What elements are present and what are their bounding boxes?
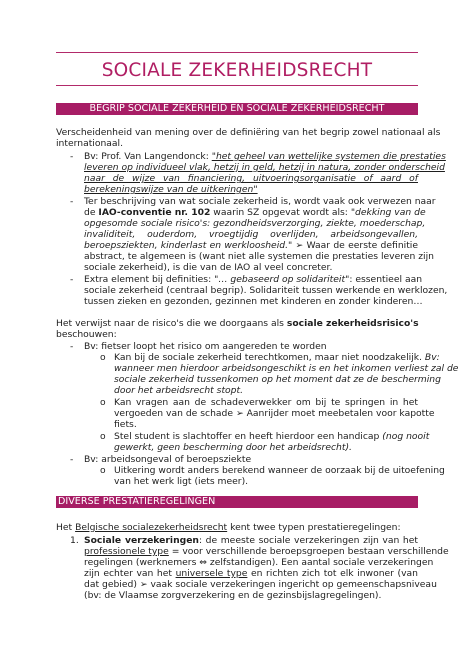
- sub-point-italic-line: door het arbeidsrecht stopt.: [114, 385, 244, 396]
- sub-point-line: Kan bij de sociale zekerheid terechtkomen, maar niet noodzakelijk. Bv:: [114, 352, 440, 363]
- definition-quote-line: naar de wijze van financiering, uitvoeringsorganisatie of aard of: [84, 173, 418, 184]
- description-line: Ter beschrijving van wat sociale zekerheid is, wordt vaak ook verwezen naar: [84, 196, 436, 207]
- regeling-line: (bv: de Vlaamse zorgverzekering en de gezinsbijslagregelingen).: [84, 590, 382, 601]
- title-rule-bottom: [56, 85, 418, 86]
- section-heading-begrip: BEGRIP SOCIALE ZEKERHEID EN SOCIALE ZEKERHEIDSRECHT: [56, 103, 418, 115]
- description-line: abstract, te algemeen is (want niet alle systemen die prestaties leveren zijn: [84, 251, 434, 262]
- extra-line: sociale zekerheid (centraal begrip). Solidariteit tussen werkende en werklozen,: [84, 285, 448, 296]
- sub-point-line: van het werk ligt (iets meer).: [114, 476, 249, 487]
- circle-bullet: o: [100, 465, 106, 476]
- intro-line: Verscheidenheid van mening over de definiëring van het begrip zowel nationaal als: [56, 127, 441, 138]
- extra-line: tussen zieken en gezonden, gezinnen met kinderen en zonder kinderen…: [84, 296, 423, 307]
- risks-line: Het verwijst naar de risico's die we doorgaans als sociale zekerheidsrisico's: [56, 318, 419, 329]
- regeling-line: professionele type = voor verschillende beroepsgroepen bestaan verschillende: [84, 546, 449, 557]
- circle-bullet: o: [100, 397, 106, 408]
- sub-point-italic-line: wanneer men hierdoor arbeidsongeschikt is en het inkomen verliest zal de: [114, 363, 459, 374]
- sub-point-italic-line: gewerkt, geen bescherming door het arbeidsrecht).: [114, 442, 352, 453]
- risk-example: Bv: fietser loopt het risico om aangereden te worden: [84, 341, 327, 352]
- double-arrow-icon: ⇔: [199, 557, 207, 568]
- risks-line: beschouwen:: [56, 329, 117, 340]
- document-title: SOCIALE ZEKERHEIDSRECHT: [101, 60, 373, 81]
- description-italic-line: opgesomde sociale risico's: gezondheidsverzorging, ziekte, moederschap,: [84, 218, 426, 229]
- definition-quote-line: leveren op individueel vlak, hetzij in geld, hetzij in natura, zonder onderscheid: [84, 162, 445, 173]
- arrow-bullet-icon: ➢: [295, 240, 304, 251]
- dash-bullet: -: [70, 274, 74, 285]
- dash-bullet: -: [70, 341, 74, 352]
- risk-example: Bv: arbeidsongeval of beroepsziekte: [84, 454, 252, 465]
- sub-point-line: fiets.: [114, 419, 137, 430]
- list-number: 1.: [70, 535, 79, 546]
- title-rule-top: [56, 52, 418, 53]
- sub-point-line: vergoeden van de schade ➢ Aanrijder moet meebetalen voor kapotte: [114, 408, 435, 419]
- dash-bullet: -: [70, 196, 74, 207]
- sub-point-italic-line: sociale zekerheid tussenkomen op het moment dat ze de bescherming: [114, 374, 441, 385]
- definition-quote-line: berekeningswijze van de uitkeringen": [84, 184, 258, 195]
- circle-bullet: o: [100, 431, 106, 442]
- dash-bullet: -: [70, 454, 74, 465]
- definition-line: Bv: Prof. Van Langendonck: "het geheel van wettelijke systemen die prestaties: [84, 151, 446, 162]
- arrow-bullet-icon: ➢: [139, 579, 148, 590]
- regeling-line: Sociale verzekeringen: de meeste sociale verzekeringen zijn van het: [84, 535, 418, 546]
- regeling-line: dat gebied) ➢ vaak sociale verzekeringen ingericht op gemeenschapsniveau: [84, 579, 437, 590]
- circle-bullet: o: [100, 352, 106, 363]
- sub-point-line: Stel student is slachtoffer en heeft hierdoor een handicap (nog nooit: [114, 431, 430, 442]
- sub-point-line: Uitkering wordt anders berekend wanneer de oorzaak bij de uitoefening: [114, 465, 445, 476]
- description-italic-line: invaliditeit, ouderdom, vroegtijdig overlijden, arbeidsongevallen,: [84, 229, 418, 240]
- section-heading-prestatieregelingen: DIVERSE PRESTATIEREGELINGEN: [56, 496, 418, 508]
- regeling-line: regelingen (werknemers ⇔ zelfstandigen). Een aantal sociale verzekeringen: [84, 557, 434, 568]
- intro-line: internationaal.: [56, 138, 124, 149]
- arrow-bullet-icon: ➢: [235, 408, 244, 419]
- regeling-line: zijn echter van het universele type en richten zich tot elk inwoner (van: [84, 568, 418, 579]
- regelingen-intro: Het Belgische socialezekerheidsrecht kent twee typen prestatieregelingen:: [56, 522, 401, 533]
- extra-line: Extra element bij definities: "… gebaseerd op solidariteit": essentieel aan: [84, 274, 423, 285]
- dash-bullet: -: [70, 151, 74, 162]
- sub-point-line: Kan vragen aan de schadeverwekker om bij te springen in het: [114, 397, 418, 408]
- description-line: sociale zekerheid), is die van de IAO al veel concreter.: [84, 262, 333, 273]
- description-line: beroepsziekten, kinderlast en werkloosheid." ➢ Waar de eerste definitie: [84, 240, 418, 251]
- description-line: de IAO-conventie nr. 102 waarin SZ opgevat wordt als: "dekking van de: [84, 207, 426, 218]
